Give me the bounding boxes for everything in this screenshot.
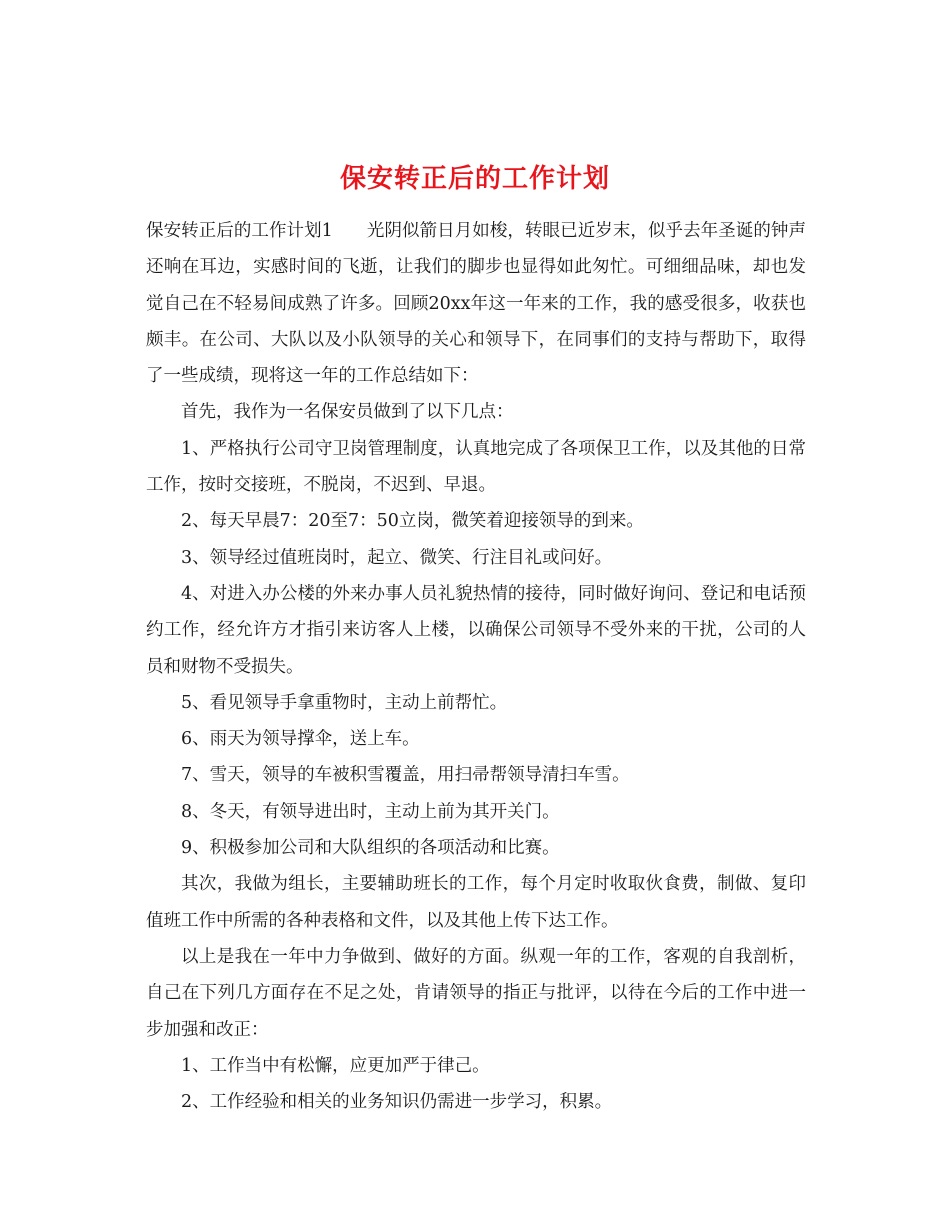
list-item: 2、工作经验和相关的业务知识仍需进一步学习，积累。: [181, 1092, 613, 1113]
body-paragraph: 以上是我在一年中力争做到、做好的方面。纵观一年的工作，客观的自我剖析，自己在下列几方面存在不足之处，肯请领导的指正与批评，以待在今后的工作中进一步加强和改正：: [146, 946, 806, 1040]
list-item: 1、严格执行公司守卫岗管理制度，认真地完成了各项保卫工作，以及其他的日常工作，按时交接班，不脱岗，不迟到、早退。: [146, 438, 806, 496]
list-item: 6、雨天为领导撑伞，送上车。: [181, 729, 420, 750]
list-item: 3、领导经过值班岗时，起立、微笑、行注目礼或问好。: [181, 547, 613, 568]
list-item: 9、积极参加公司和大队组织的各项活动和比赛。: [181, 838, 560, 859]
list-item: 1、工作当中有松懈，应更加严于律己。: [181, 1055, 490, 1076]
intro-paragraph: [146, 213, 806, 394]
list-item: 8、冬天，有领导进出时，主动上前为其开关门。: [181, 801, 560, 822]
list-item: 4、对进入办公楼的外来办事人员礼貌热情的接待，同时做好询问、登记和电话预约工作，经允许方才指引来访客人上楼，以确保公司领导不受外来的干扰，公司的人员和财物不受损失。: [146, 583, 806, 677]
document-title: 保安转正后的工作计划: [339, 164, 610, 195]
list-item: 2、每天早晨7：20至7：50立岗，微笑着迎接领导的到来。: [181, 511, 644, 532]
list-item: 7、雪天，领导的车被积雪覆盖，用扫帚帮领导清扫车雪。: [181, 765, 630, 786]
body-paragraph: 其次，我做为组长，主要辅助班长的工作，每个月定时收取伙食费，制做、复印值班工作中所需的各种表格和文件，以及其他上传下达工作。: [146, 874, 806, 931]
document-body: [146, 213, 806, 1120]
body-paragraph: 首先，我作为一名保安员做到了以下几点：: [181, 402, 514, 423]
list-item: 5、看见领导手拿重物时，主动上前帮忙。: [181, 692, 508, 713]
intro-text: 光阴似箭日月如梭，转眼已近岁末，似乎去年圣诞的钟声还响在耳边，实感时间的飞逝，让我们的脚步也显得如此匆忙。可细细品味，却也发觉自己在不轻易间成熟了许多。回顾20xx年这一年来的工作，我的感受很多，收获也颇丰。在公司、大队以及小队领导的关心和领导下，在同事们的支持与帮助下，取得了一些成绩，现将这一年的工作总结如下：: [146, 221, 806, 387]
intro-label: 保安转正后的工作计划1: [146, 221, 333, 241]
